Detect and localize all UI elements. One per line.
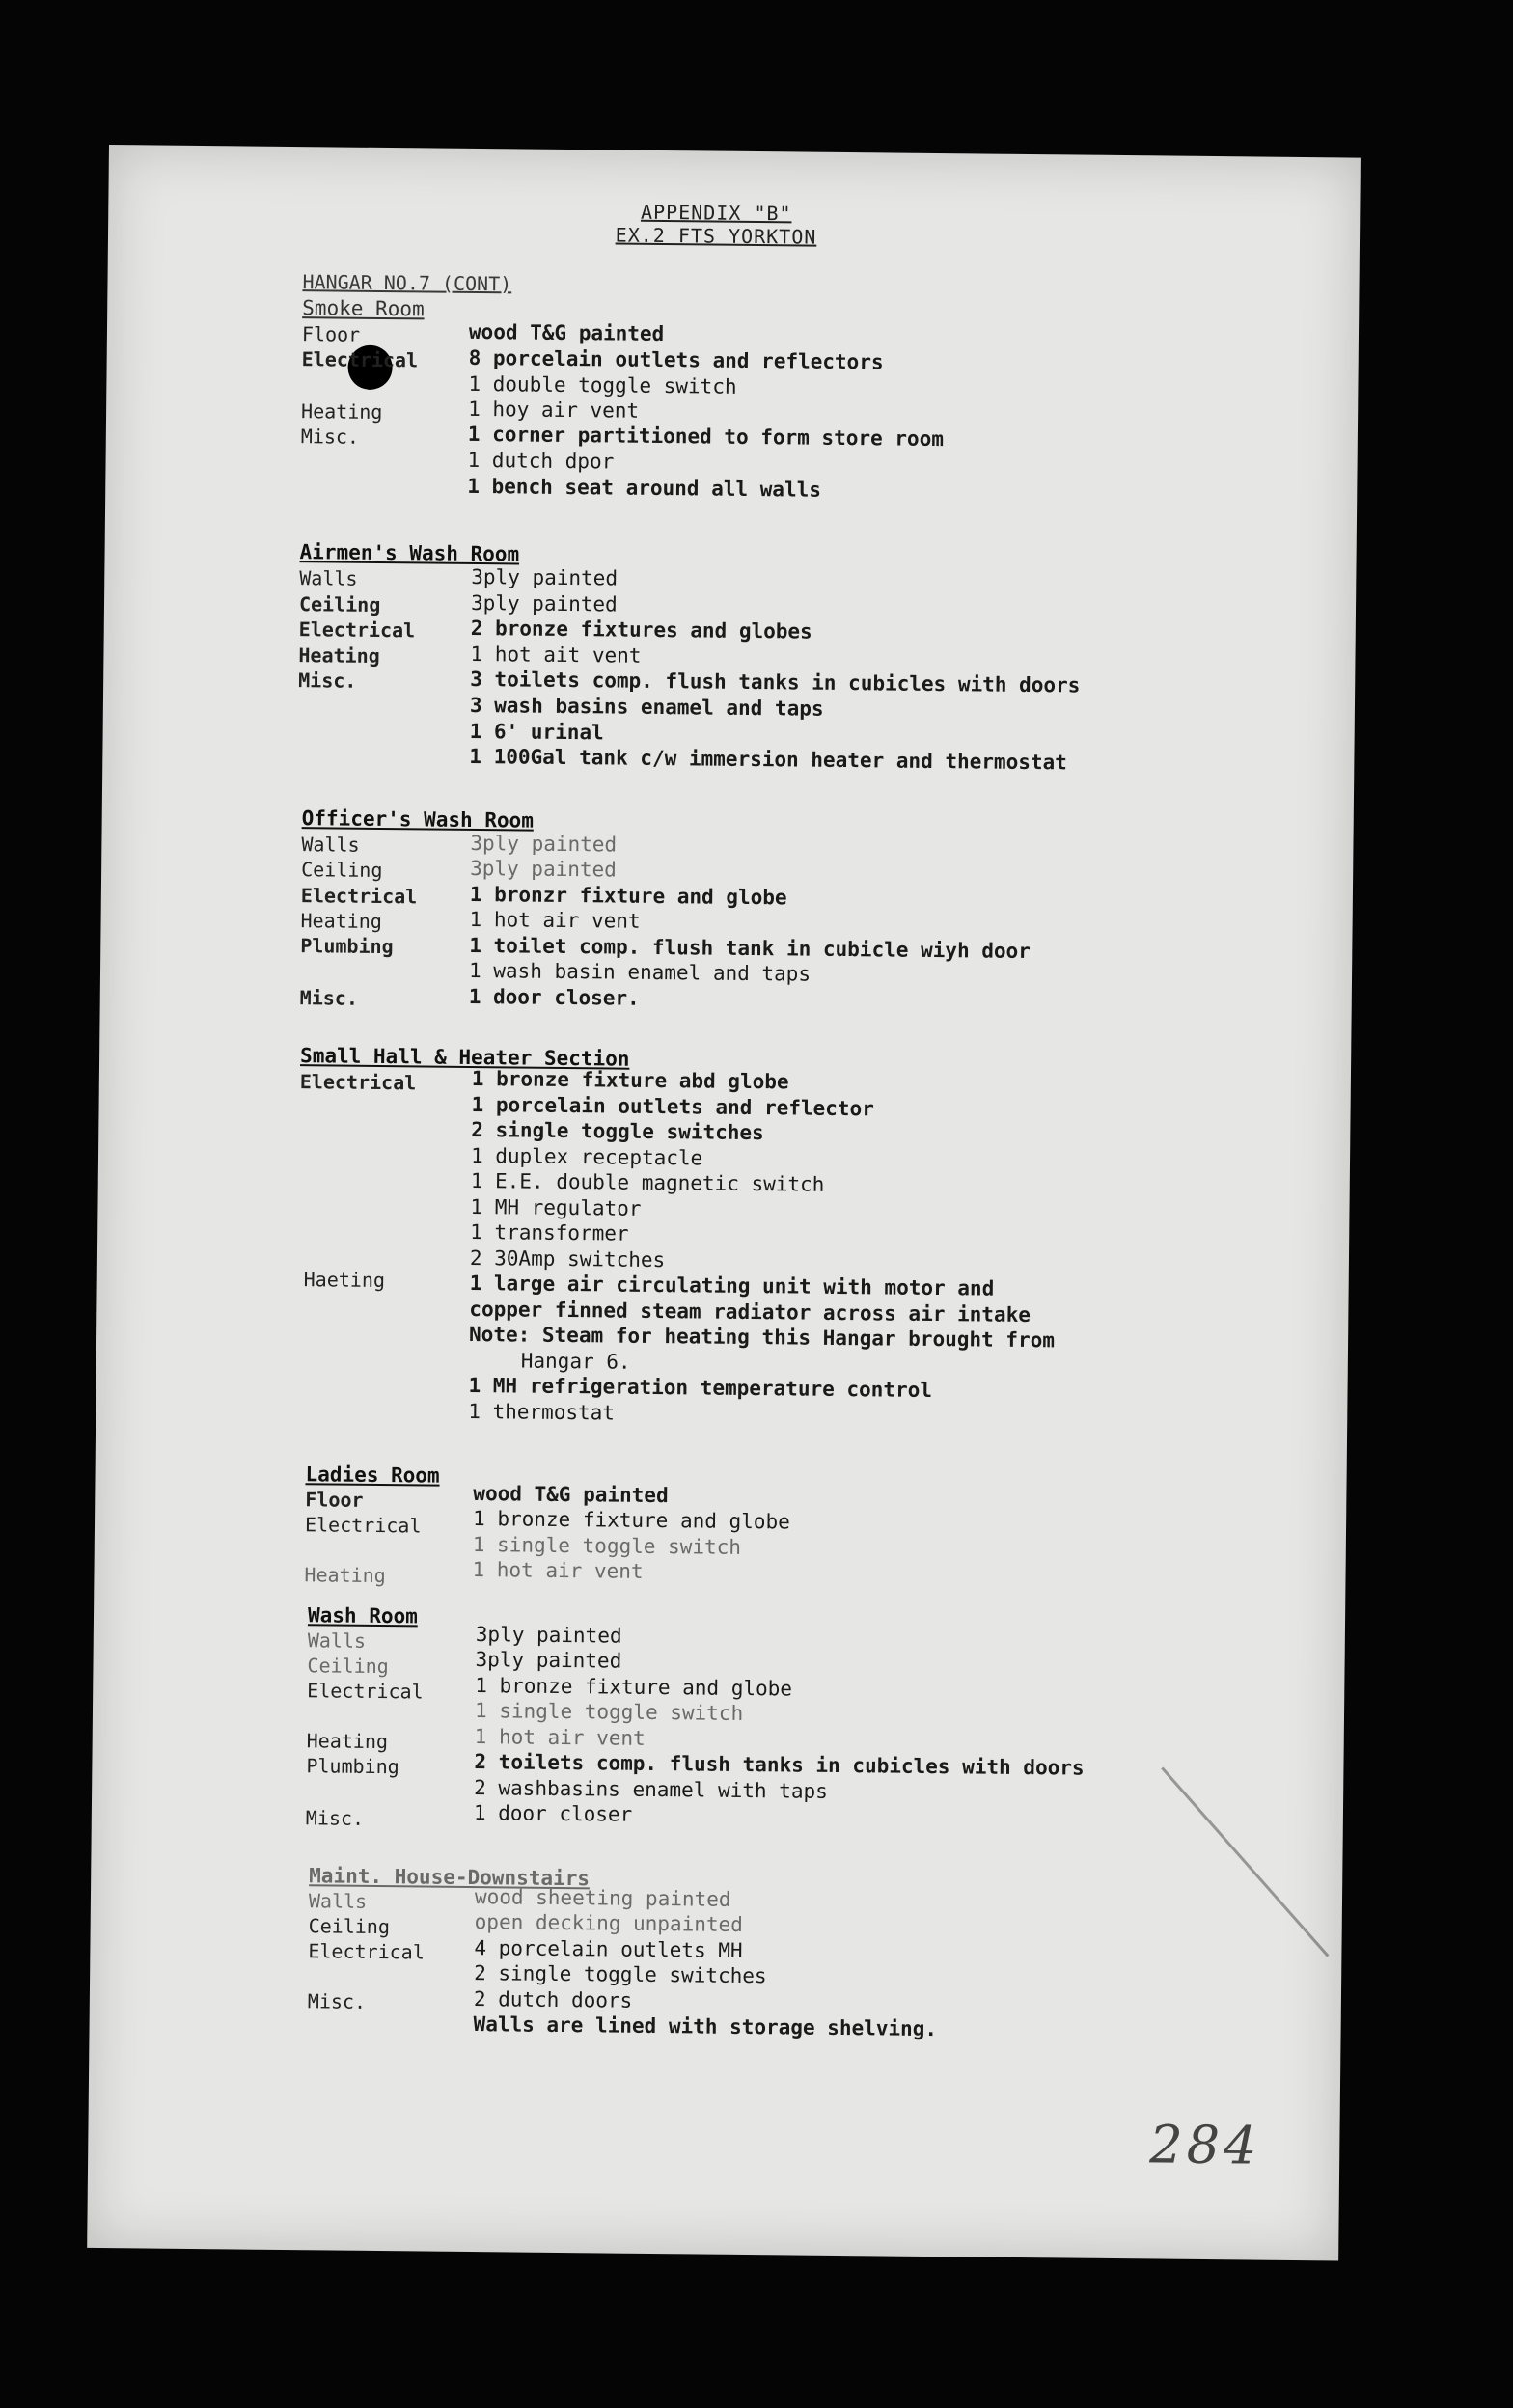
label-walls: Walls xyxy=(308,1889,368,1913)
list-item: 1 bronze fixture and globe xyxy=(475,1674,793,1701)
list-item: wood T&G painted xyxy=(468,319,665,346)
handwritten-page-number: 284 xyxy=(1149,2114,1261,2176)
list-item: 1 double toggle switch xyxy=(468,371,737,398)
section-title: Airmen's Wash Room xyxy=(299,540,520,566)
section-title: Smoke Room xyxy=(302,296,425,321)
label-ceiling: Ceiling xyxy=(307,1654,389,1679)
list-item: 1 wash basin enamel and taps xyxy=(468,958,812,986)
section-title: Ladies Room xyxy=(305,1463,440,1488)
label-electrical: Electrical xyxy=(298,617,416,643)
list-item: 1 single toggle switch xyxy=(472,1533,742,1559)
label-heating: Haeting xyxy=(303,1268,386,1293)
document-header xyxy=(533,200,899,250)
list-item: 2 dutch doors xyxy=(473,1987,633,2012)
section-title: Officer's Wash Room xyxy=(301,807,535,833)
list-item: 1 MH refrigeration temperature control xyxy=(468,1373,933,1403)
list-item: 3ply painted xyxy=(475,1623,622,1648)
label-misc: Misc. xyxy=(299,986,359,1010)
list-item: 1 door closer. xyxy=(468,984,640,1010)
list-item: 3 wash basins enamel and taps xyxy=(469,693,824,721)
list-item: 2 single toggle switches xyxy=(471,1117,764,1145)
document-page xyxy=(87,145,1361,2260)
list-item: 1 thermostat xyxy=(468,1399,616,1425)
list-item: Note: Steam for heating this Hangar brought from xyxy=(468,1322,1056,1353)
label-heating: Heating xyxy=(306,1729,389,1754)
list-item: 4 porcelain outlets MH xyxy=(474,1936,743,1962)
label-plumbing: Plumbing xyxy=(306,1754,399,1779)
list-item: 8 porcelain outlets and reflectors xyxy=(468,345,884,374)
label-electrical: Electrical xyxy=(299,1070,417,1095)
label-misc: Misc. xyxy=(307,1989,367,2013)
list-item: 1 transformer xyxy=(470,1219,629,1245)
list-item: 1 hot air vent xyxy=(472,1558,644,1583)
list-item: Walls are lined with storage shelving. xyxy=(473,2012,938,2041)
list-item: 2 bronze fixtures and globes xyxy=(470,616,812,643)
list-item: 2 30Amp switches xyxy=(469,1245,666,1272)
list-item: 2 single toggle switches xyxy=(474,1961,767,1988)
list-item: 1 porcelain outlets and reflector xyxy=(471,1092,874,1121)
label-electrical: Electrical xyxy=(304,1513,422,1538)
list-item: 1 hot ait vent xyxy=(470,642,642,668)
label-ceiling: Ceiling xyxy=(308,1914,391,1939)
label-floor: Floor xyxy=(301,322,361,346)
label-misc: Misc. xyxy=(298,669,357,693)
label-heating: Heating xyxy=(298,643,380,668)
list-item: 1 E.E. double magnetic switch xyxy=(470,1168,825,1196)
appendix-title: APPENDIX "B" xyxy=(640,200,792,226)
list-item: 3ply painted xyxy=(470,590,618,616)
list-item: Hangar 6. xyxy=(520,1349,631,1374)
label-electrical: Electrical xyxy=(307,1679,424,1704)
label-electrical: Electrical xyxy=(300,884,418,909)
list-item: 1 bronzr fixture and globe xyxy=(469,882,787,910)
list-item: 1 toilet comp. flush tank in cubicle wiyh door xyxy=(469,933,1032,964)
list-item: 1 bench seat around all walls xyxy=(467,474,822,502)
list-item: 1 dutch dpor xyxy=(467,448,615,474)
label-electrical: Electrical xyxy=(308,1939,425,1964)
list-item: 1 corner partitioned to form store room xyxy=(467,422,945,452)
list-item: 1 hot air vent xyxy=(474,1725,646,1750)
list-item: 1 single toggle switch xyxy=(474,1699,744,1725)
paper-crease xyxy=(1161,1767,1329,1957)
label-ceiling: Ceiling xyxy=(301,858,383,883)
list-item: 1 100Gal tank c/w immersion heater and thermostat xyxy=(469,744,1067,775)
list-item: 2 toilets comp. flush tanks in cubicles with doors xyxy=(474,1750,1085,1780)
hangar-title: HANGAR NO.7 (CONT) xyxy=(302,270,512,296)
list-item: 1 bronze fixture and globe xyxy=(472,1507,790,1534)
unit-title: EX.2 FTS YORKTON xyxy=(615,223,817,249)
list-item: wood sheeting painted xyxy=(474,1885,731,1911)
list-item: 1 MH regulator xyxy=(470,1194,642,1220)
label-walls: Walls xyxy=(299,566,358,590)
list-item: 1 6' urinal xyxy=(469,719,604,745)
label-misc: Misc. xyxy=(305,1806,365,1830)
list-item: 3ply painted xyxy=(471,564,619,590)
list-item: 3ply painted xyxy=(470,856,618,882)
section-title: Wash Room xyxy=(307,1603,418,1628)
section-title: Small Hall & Heater Section xyxy=(299,1044,630,1071)
label-plumbing: Plumbing xyxy=(300,934,394,959)
label-floor: Floor xyxy=(305,1488,364,1512)
label-heating: Heating xyxy=(300,399,383,424)
list-item: 3ply painted xyxy=(475,1648,622,1673)
list-item: 3 toilets comp. flush tanks in cubicles with doors xyxy=(470,667,1081,698)
label-walls: Walls xyxy=(301,833,360,857)
label-ceiling: Ceiling xyxy=(298,592,381,616)
label-electrical: Electrical xyxy=(301,347,419,372)
section-title: Maint. House-Downstairs xyxy=(309,1864,591,1891)
list-item: copper finned steam radiator across air intake xyxy=(469,1297,1032,1327)
list-item: 1 large air circulating unit with motor and xyxy=(469,1271,995,1300)
list-item: open decking unpainted xyxy=(474,1910,743,1936)
list-item: 3ply painted xyxy=(470,831,618,857)
list-item: 1 hot air vent xyxy=(469,907,641,933)
label-walls: Walls xyxy=(307,1628,367,1653)
label-heating: Heating xyxy=(300,909,383,934)
list-item: 1 door closer xyxy=(473,1801,633,1826)
list-item: 2 washbasins enamel with taps xyxy=(474,1776,828,1803)
label-misc: Misc. xyxy=(300,424,360,449)
list-item: 1 bronze fixture abd globe xyxy=(471,1066,789,1094)
list-item: wood T&G painted xyxy=(473,1482,669,1508)
label-heating: Heating xyxy=(304,1563,386,1588)
list-item: 1 duplex receptacle xyxy=(470,1143,703,1170)
list-item: 1 hoy air vent xyxy=(468,397,640,423)
